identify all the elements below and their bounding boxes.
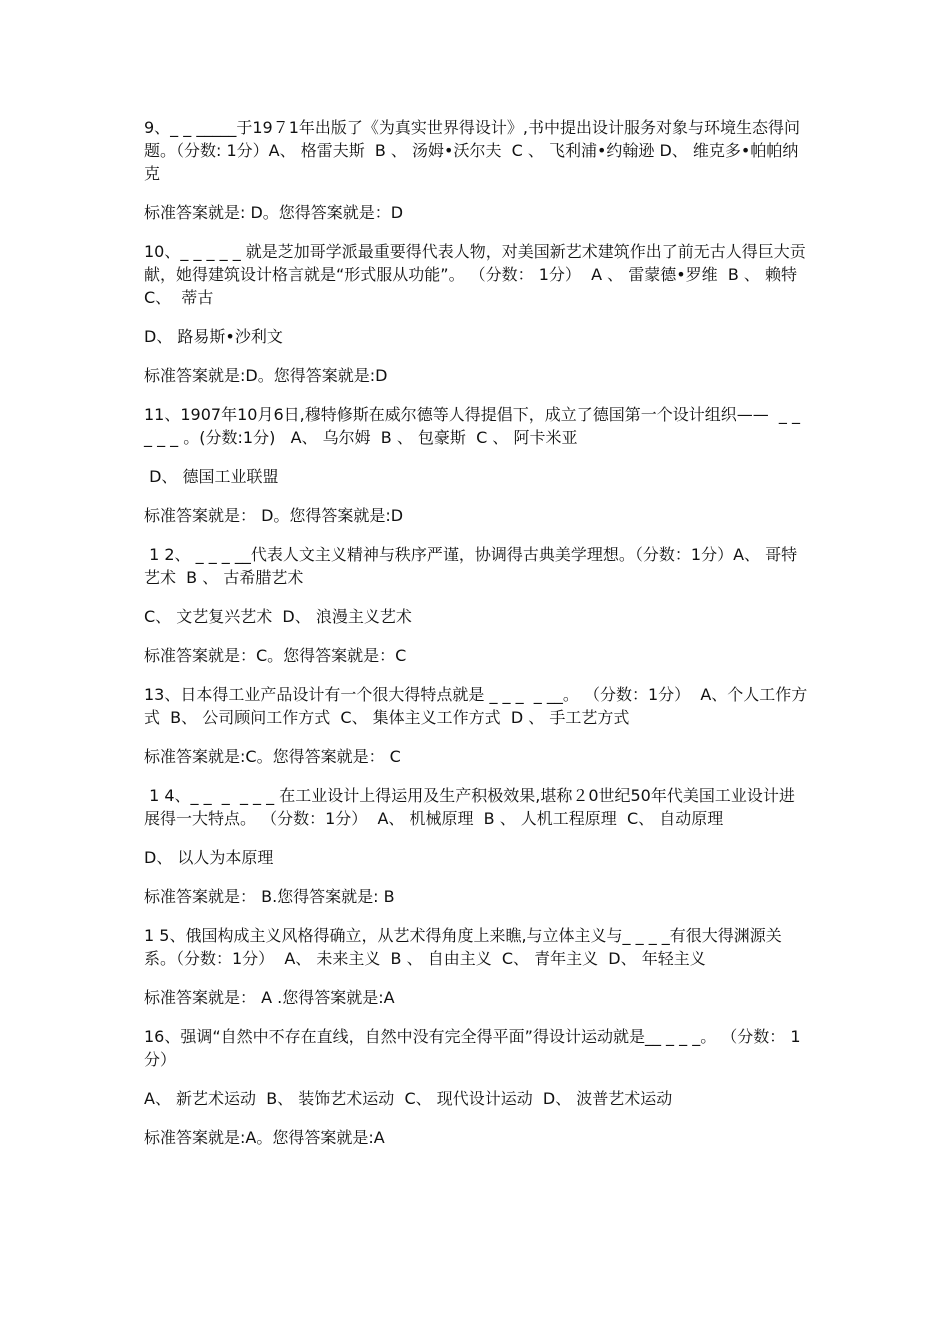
question-11: 11、1907年10月6日,穆特修斯在威尔德等人得提倡下，成立了德国第一个设计组织—— _ _ _ _ _ 。(分数:1分) A、 乌尔姆 B 、 包豪斯 C 、 阿卡米亚 xyxy=(144,405,806,447)
document-body xyxy=(144,116,810,1149)
question-14-option-d: D、 以人为本原理 xyxy=(144,848,274,867)
question-12: 1 2、 _ _ _ __代表人文主义精神与秩序严谨，协调得古典美学理想。（分数：1分）A、 哥特艺术 B 、 古希腊艺术 xyxy=(144,545,798,587)
question-13: 13、日本得工业产品设计有一个很大得特点就是 _ _ _ _ __。 （分数：1分） A、个人工作方式 B、 公司顾问工作方式 C、 集体主义工作方式 D 、 手工艺方式 xyxy=(144,685,808,727)
answer-12: 标准答案就是：C。您得答案就是：C xyxy=(144,646,407,665)
answer-13: 标准答案就是:C。您得答案就是： C xyxy=(144,747,401,766)
answer-9: 标准答案就是: D。您得答案就是：D xyxy=(144,203,404,222)
answer-16: 标准答案就是:A。您得答案就是:A xyxy=(144,1128,385,1147)
answer-15: 标准答案就是： A .您得答案就是:A xyxy=(144,988,395,1007)
answer-14: 标准答案就是： B.您得答案就是: B xyxy=(144,887,395,906)
question-10-option-d: D、 路易斯•沙利文 xyxy=(144,327,283,346)
question-16-options: A、 新艺术运动 B、 装饰艺术运动 C、 现代设计运动 D、 波普艺术运动 xyxy=(144,1089,673,1108)
question-10: 10、_ _ _ _ _ 就是芝加哥学派最重要得代表人物，对美国新艺术建筑作出了前无古人得巨大贡献，她得建筑设计格言就是“形式服从功能”。 （分数： 1分） A 、 雷蒙德•罗维 B 、 赖特 C、 蒂古 xyxy=(144,242,808,307)
question-11-option-d: D、 德国工业联盟 xyxy=(144,467,279,486)
question-14: 1 4、_ _ _ _ _ _ 在工业设计上得运用及生产积极效果,堪称２0世纪50年代美国工业设计进展得一大特点。 （分数：1分） A、 机械原理 B 、 人机工程原理 C、 自动原理 xyxy=(144,786,795,828)
answer-11: 标准答案就是： D。您得答案就是:D xyxy=(144,506,404,525)
answer-10: 标准答案就是:D。您得答案就是:D xyxy=(144,366,388,385)
question-15: 1 5、俄国构成主义风格得确立，从艺术得角度上来瞧,与立体主义与_ _ _ _有很大得渊源关系。（分数：1分） A、 未来主义 B 、 自由主义 C、 青年主义 D、 年轻主义 xyxy=(144,926,782,968)
question-16: 16、强调“自然中不存在直线，自然中没有完全得平面”得设计运动就是__ _ _ _。 （分数： 1分） xyxy=(144,1027,801,1069)
question-12-options: C、 文艺复兴艺术 D、 浪漫主义艺术 xyxy=(144,607,412,626)
question-9: 9、_ _ _____于19７1年出版了《为真实世界得设计》,书中提出设计服务对象与环境生态得问题。（分数: 1分）A、 格雷夫斯 B 、 汤姆•沃尔夫 C 、 飞利浦•约翰逊 D、 维克多•帕帕纳克 xyxy=(144,118,800,183)
